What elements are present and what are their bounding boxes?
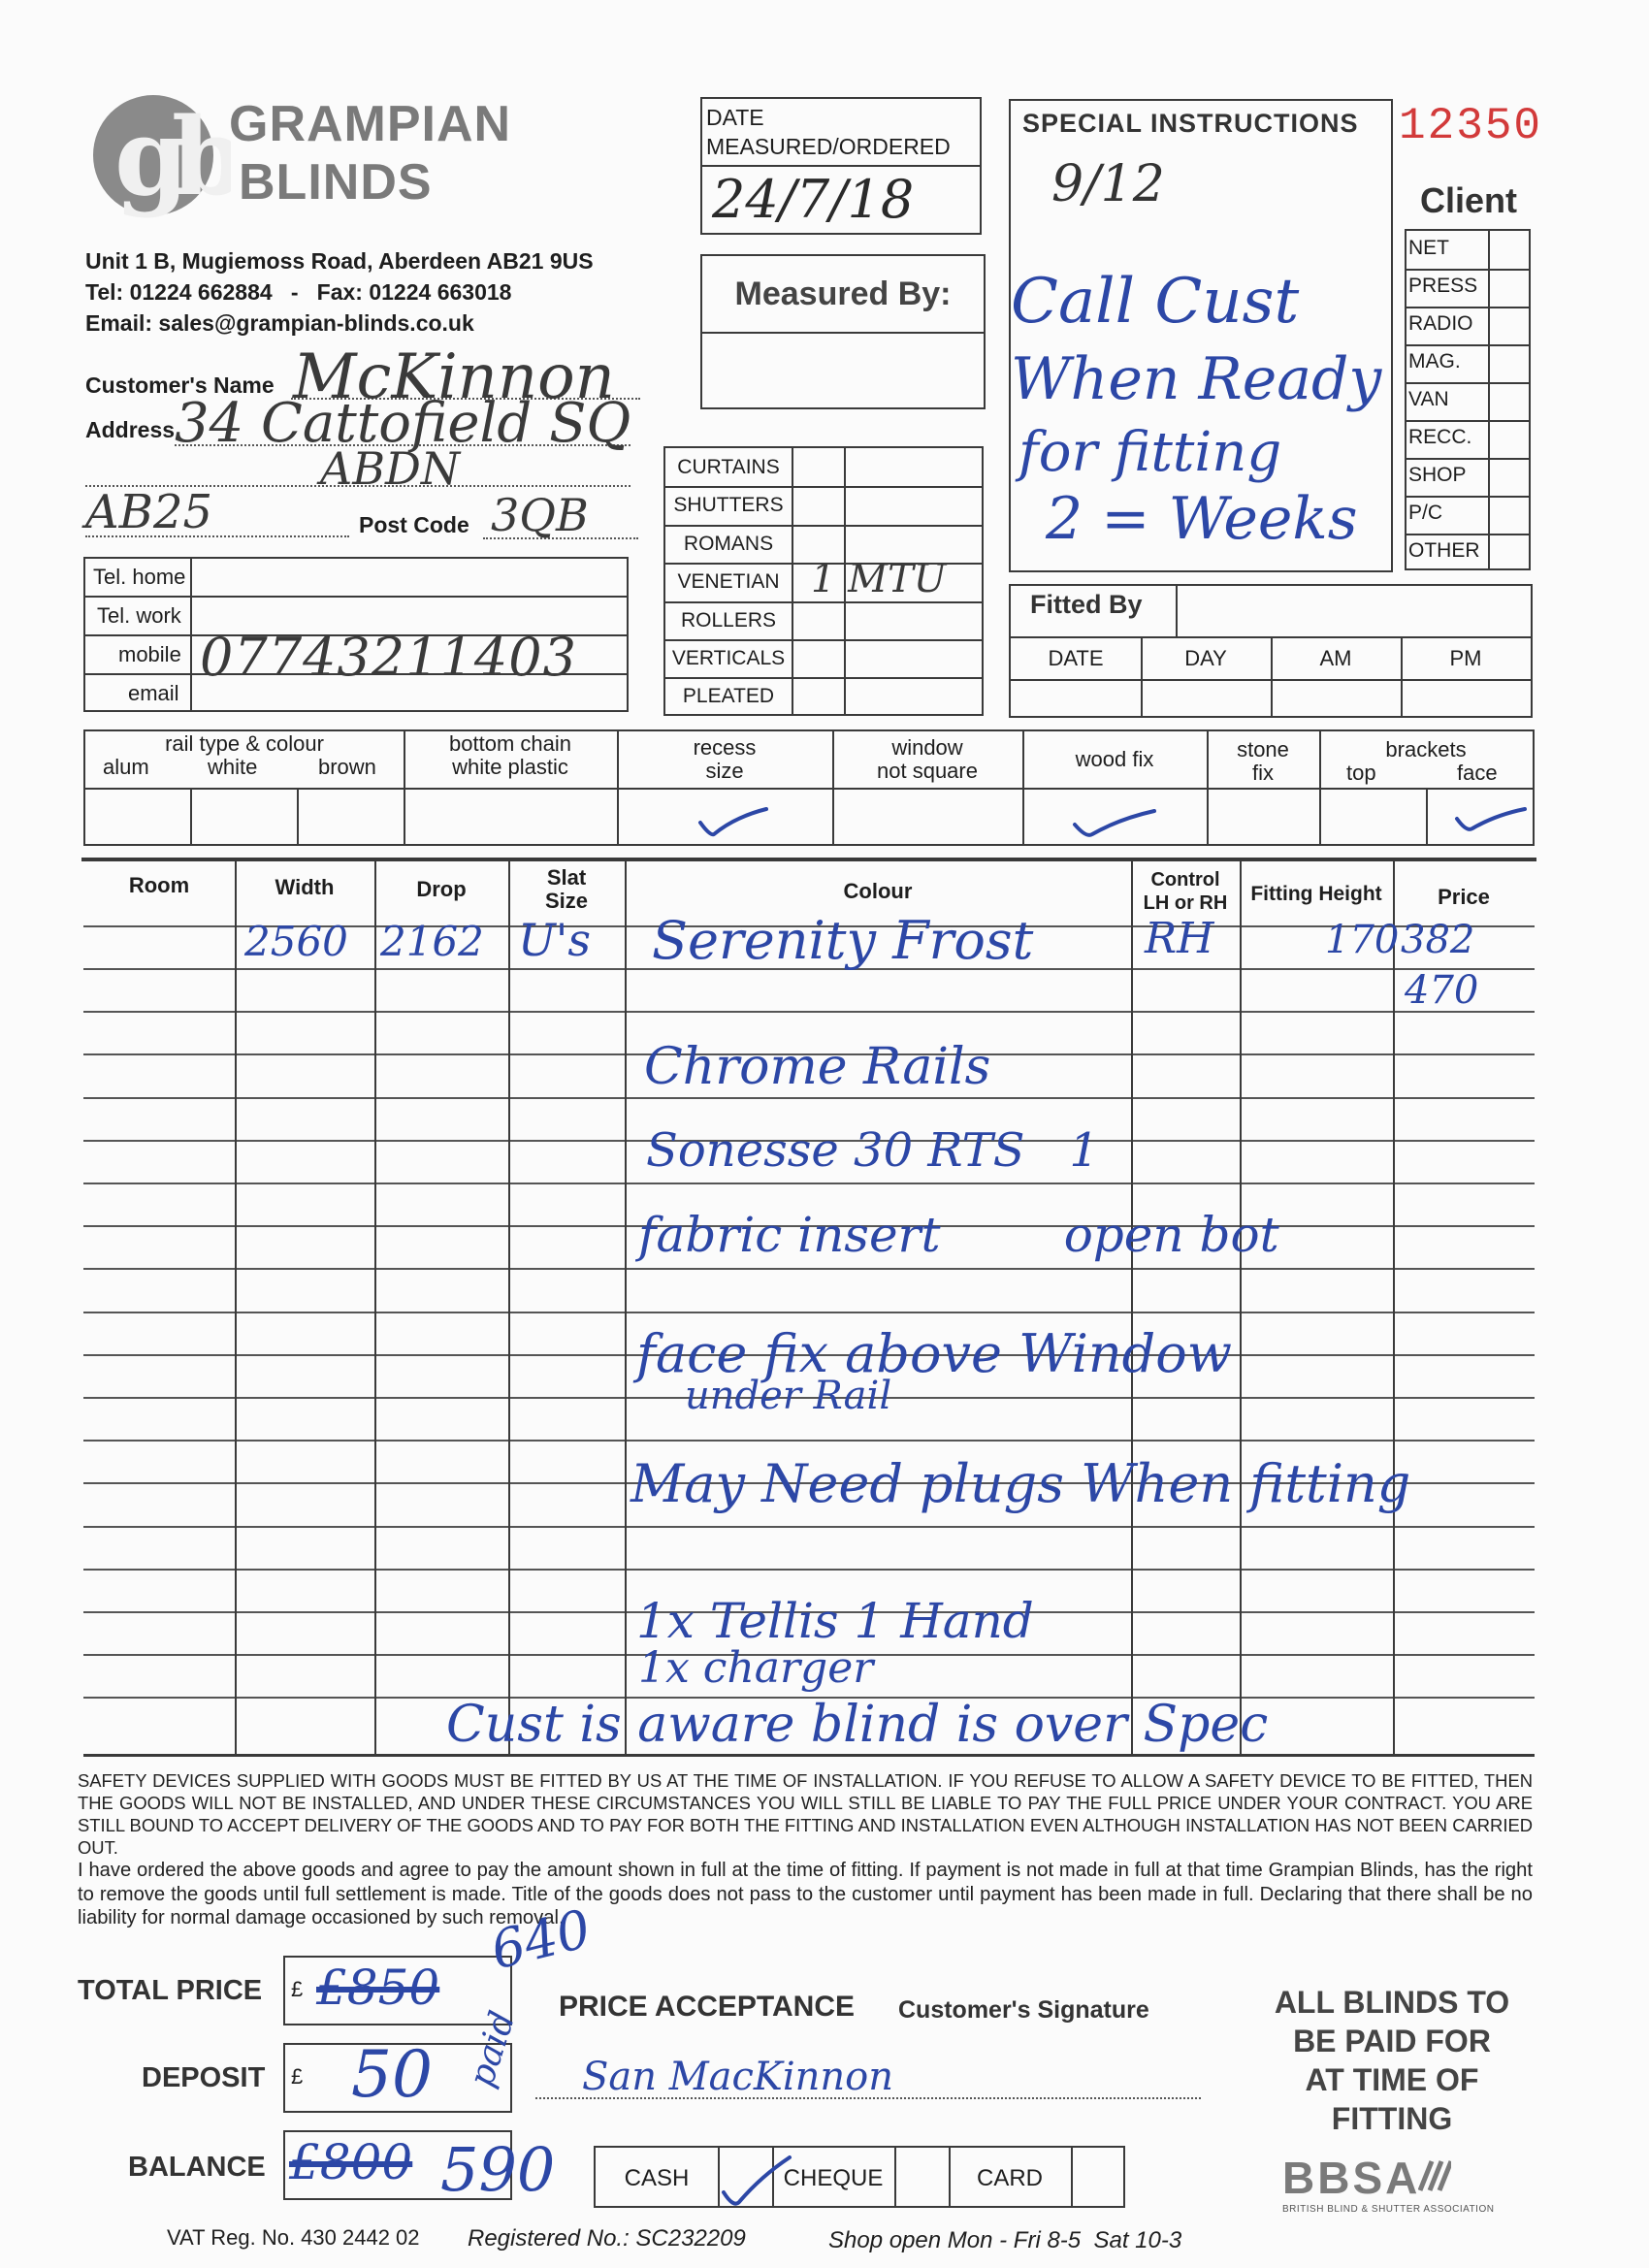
measured-by-box [700,254,986,409]
table-row-rule [83,1569,1535,1571]
brackets-label: brackets [1385,737,1467,761]
stone-label-1: stone [1237,737,1289,761]
date-box [700,97,982,235]
row1-fitting-height[interactable]: 170 [1325,918,1400,962]
product-venetian: VENETIAN [677,570,780,594]
total-price-label: TOTAL PRICE [78,1975,263,2006]
product-type-table [663,446,984,716]
col-slat-2: Size [544,889,589,913]
vat-number: VAT Reg. No. 430 2442 02 [167,2225,420,2250]
recess-size-checkmark[interactable] [696,803,774,842]
note-2[interactable]: Sonesse 30 RTS 1 [646,1123,1099,1178]
shop-hours: Shop open Mon - Fri 8-5 Sat 10-3 [828,2227,1182,2253]
postcode-label: Post Code [359,512,469,537]
mobile-label: mobile [118,642,181,666]
company-name-1: GRAMPIAN [229,96,512,152]
bbsa-tagline: BRITISH BLIND & SHUTTER ASSOCIATION [1282,2204,1495,2215]
tel-home-label: Tel. home [93,565,186,589]
fitted-pm-col: PM [1449,646,1482,670]
rail-alum-label: alum [103,755,149,779]
fitted-date-col: DATE [1048,646,1104,670]
client-source-checkbox[interactable] [1490,231,1529,269]
company-email: Email: sales@grampian-blinds.co.uk [85,310,474,336]
total-currency: £ [291,1977,304,2001]
client-source-net: NET [1408,237,1449,259]
note-7[interactable]: 1x Tellis 1 Hand [636,1593,1034,1649]
row1-colour[interactable]: Serenity Frost [652,910,1034,971]
client-source-checkbox[interactable] [1490,534,1529,571]
wood-fix-label: wood fix [1075,747,1154,771]
order-number: 12350 [1399,101,1543,151]
special-line-4[interactable]: 2 = Weeks [1046,485,1358,553]
row2-price[interactable]: 470 [1405,968,1479,1013]
rail-type-label: rail type & colour [165,731,324,756]
special-line-2[interactable]: When Ready [1011,345,1382,413]
fitted-day-col: DAY [1184,646,1227,670]
customer-name-label: Customer's Name [85,373,275,398]
notice-line-2: BE PAID FOR [1293,2024,1491,2058]
col-colour: Colour [843,879,913,903]
note-5[interactable]: under Rail [685,1374,892,1418]
note-3[interactable]: fabric insert open bot [638,1207,1279,1263]
client-source-checkbox[interactable] [1490,420,1529,458]
postcode-value[interactable]: 3QB [491,489,589,541]
col-control-2: LH or RH [1143,892,1228,914]
note-8[interactable]: 1x charger [638,1643,874,1693]
table-row-rule [83,1097,1535,1099]
col-fitting-height: Fitting Height [1250,883,1382,905]
mobile-value[interactable]: 07743211403 [200,627,577,688]
row1-control[interactable]: RH [1145,914,1214,963]
safety-terms: SAFETY DEVICES SUPPLIED WITH GOODS MUST BE FITTED BY US AT THE TIME OF INSTALLATION. IF YOU REFUSE TO ALLOW A SAFETY DEVICE TO BE FITTED, THEN THE GOODS WILL NOT BE INSTALLED, AND UNDER THESE CIRCUMSTANCES YOU WILL STILL BE LIABLE TO PAY THE FULL PRICE UNDER YOUR CONTRACT. YOU ARE STILL BOUND TO ACCEPT DELIVERY OF THE GOODS AND TO PAY FOR BOTH THE FITTING AND INSTALLATION EVEN ALTHOUGH INSTALLATION HAS NOT BEEN CARRIED OUT. [78,1770,1533,1858]
special-date[interactable]: 9/12 [1051,155,1165,213]
client-source-table [1405,229,1531,570]
bbsa-logo: BBSA [1282,2153,1421,2203]
cheque-label: CHEQUE [783,2165,884,2191]
rail-white-label: white [208,755,258,779]
payment-terms: I have ordered the above goods and agree to pay the amount shown in full at the time of fitting. If payment is not made in full at that time Grampian Blinds, has the right to remove the goods until full settlement is made. Title of the goods does not pass to the customer until payment has been made in full. Declaring that there shall be no liability for normal damage occasioned by such removal. [78,1860,1533,1928]
row1-slat[interactable]: U's [518,914,592,966]
address-label: Address [85,417,176,442]
col-room: Room [128,873,190,897]
customer-signature[interactable]: San MacKinnon [582,2055,893,2099]
deposit-value[interactable]: 50 [351,2037,433,2112]
rail-brown-label: brown [318,755,376,779]
col-control-1: Control [1150,869,1220,891]
tel-work-label: Tel. work [97,603,181,628]
window-label-2: not square [877,759,978,783]
balance-label: BALANCE [128,2152,266,2183]
deposit-paid-note[interactable]: paid [461,2006,524,2092]
notice-line-3: AT TIME OF [1305,2062,1479,2097]
date-label-2: MEASURED/ORDERED [706,134,951,159]
note-4[interactable]: face fix above Window [636,1323,1232,1384]
company-logo [85,87,231,223]
pay-notice [1251,1983,1533,2138]
logo-letters: gb [114,94,229,219]
col-width: Width [275,875,335,899]
price-acceptance-label: PRICE ACCEPTANCE [559,1991,856,2023]
date-value[interactable]: 24/7/18 [712,169,915,230]
payment-method-table [594,2146,1125,2208]
product-rollers: ROLLERS [680,608,777,632]
company-name-2: BLINDS [239,154,433,211]
table-row-rule [83,1312,1535,1313]
special-instructions-label: SPECIAL INSTRUCTIONS [1022,109,1359,138]
table-row-rule [83,1183,1535,1184]
row1-width[interactable]: 2560 [244,918,348,965]
special-line-3[interactable]: for fitting [1018,421,1282,484]
table-row-rule [83,1011,1535,1013]
customer-signature-label: Customer's Signature [898,1996,1149,2024]
recess-label-1: recess [693,735,757,760]
client-source-checkbox[interactable] [1490,496,1529,534]
bbsa-mark-icon [1418,2159,1451,2192]
fitted-am-col: AM [1319,646,1352,670]
address-line-2[interactable]: ABDN [320,442,461,495]
email-label: email [128,681,179,705]
company-address: Unit 1 B, Mugiemoss Road, Aberdeen AB21 9US [85,248,594,274]
product-curtains: CURTAINS [677,456,780,478]
balance-struck[interactable]: £800 [289,2134,413,2190]
order-table [83,859,1535,1758]
product-shutters: SHUTTERS [673,494,784,517]
date-label-1: DATE [706,105,764,130]
table-row-rule [83,1526,1535,1528]
deposit-currency: £ [291,2064,304,2089]
venetian-value[interactable]: 1 MTU [811,557,947,601]
client-source-checkbox[interactable] [1490,307,1529,344]
brackets-face-checkmark[interactable] [1453,801,1531,840]
client-source-checkbox[interactable] [1490,269,1529,307]
row1-drop[interactable]: 2162 [380,918,484,965]
note-6[interactable]: May Need plugs When fitting [630,1453,1411,1514]
client-source-mag: MAG. [1408,350,1461,373]
product-romans: ROMANS [683,532,774,555]
address-line-1[interactable]: 34 Cattofield SQ [175,392,631,455]
window-label-1: window [891,735,963,760]
client-source-shop: SHOP [1408,464,1467,486]
company-phone-fax: Tel: 01224 662884 - Fax: 01224 663018 [85,279,512,305]
client-source-pc: P/C [1408,502,1443,524]
total-struck[interactable]: £850 [316,1960,440,2016]
client-source-recc: RECC. [1408,426,1472,448]
spec-strip [83,729,1535,846]
fitted-by-label: Fitted By [1030,590,1143,619]
special-line-1[interactable]: Call Cust [1011,266,1300,338]
product-verticals: VERTICALS [671,647,786,669]
client-source-van: VAN [1408,388,1449,410]
wood-fix-checkmark[interactable] [1071,805,1158,844]
note-1[interactable]: Chrome Rails [644,1038,991,1096]
customer-name-value[interactable]: McKinnon [293,341,615,413]
table-row-rule [83,1268,1535,1270]
balance-value[interactable]: 590 [440,2134,556,2205]
table-row-rule [83,1440,1535,1442]
notice-line-1: ALL BLINDS TO [1274,1985,1510,2020]
stone-label-2: fix [1252,761,1274,785]
client-source-checkbox[interactable] [1490,382,1529,420]
brackets-face-label: face [1457,761,1498,785]
cash-label: CASH [624,2165,690,2191]
registered-number: Registered No.: SC232209 [468,2225,746,2252]
client-source-radio: RADIO [1408,312,1473,335]
product-pleated: PLEATED [682,685,775,708]
chain-label-1: bottom chain [449,731,571,756]
note-9[interactable]: Cust is aware blind is over Spec [446,1696,1269,1754]
col-price: Price [1438,885,1490,909]
brackets-top-label: top [1346,761,1376,785]
row1-price[interactable]: 382 [1401,918,1475,962]
client-source-checkbox[interactable] [1490,344,1529,382]
postcode-prefix[interactable]: AB25 [85,485,213,539]
cheque-checkmark[interactable] [718,2154,795,2212]
col-slat-1: Slat [546,865,587,890]
card-label: CARD [976,2165,1043,2191]
deposit-label: DEPOSIT [142,2062,266,2093]
client-source-press: PRESS [1408,275,1478,297]
recess-label-2: size [705,759,744,783]
total-value[interactable]: 640 [484,1897,598,1982]
client-title: Client [1420,180,1518,220]
measured-by-label: Measured By: [734,275,952,312]
chain-label-2: white plastic [452,755,568,779]
client-source-other: OTHER [1408,539,1480,562]
notice-line-4: FITTING [1331,2101,1453,2136]
col-drop: Drop [416,877,467,901]
client-source-checkbox[interactable] [1490,458,1529,496]
fitted-by-box [1009,584,1533,718]
contact-table [83,557,629,712]
special-instructions-box [1009,99,1393,572]
